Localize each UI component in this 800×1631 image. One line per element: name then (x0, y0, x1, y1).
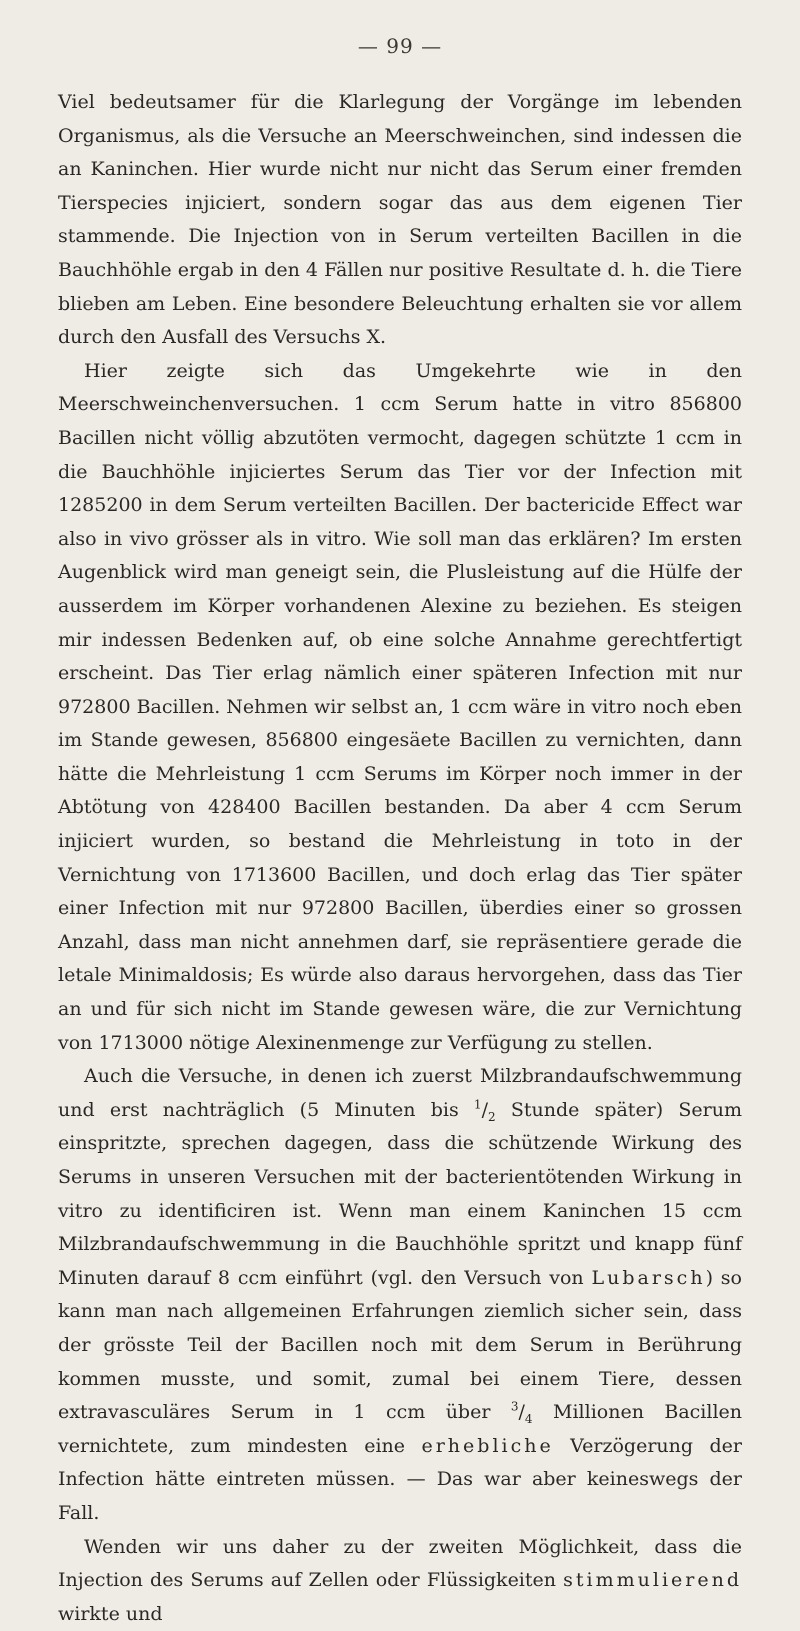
text-run: / (481, 1098, 488, 1121)
text-sub: 2 (487, 1109, 496, 1124)
text-run: Millionen Bacillen vernichtete, zum mindesten eine (58, 1401, 743, 1457)
text-run: Wenden wir uns daher zu der zweiten Möglichkeit, dass die Injection des Serums auf Zellen oder Flüssigkeiten (58, 1535, 742, 1592)
paragraph-3 (58, 1060, 742, 1530)
text-run: / (518, 1401, 525, 1424)
text-sup: 3 (510, 1399, 519, 1414)
text-sub: 4 (524, 1411, 533, 1426)
text-spaced: stimmulierend (563, 1569, 742, 1592)
paragraph-2 (58, 355, 742, 1060)
text-run: Stunde später) Serum einspritzte, sprechen dagegen, dass die schützende Wirkung des Serums in unseren Versuchen mit der bacterientötenden Wirkung in vitro zu identificiren ist. Wenn man einem Kaninchen 15 ccm Milzbrandaufschwemmung in die Bauchhöhle spritzt und knapp fünf Minuten darauf 8 ccm einführt (vgl. den Versuch von (58, 1098, 742, 1289)
text-run: Auch die Versuche, in denen ich zuerst Milzbrandaufschwemmung und erst nachträglich (5 Minuten bis (58, 1065, 742, 1121)
page-number: — 99 — (357, 34, 443, 58)
text-run: Viel bedeutsamer für die Klarlegung der Vorgänge im lebenden Organismus, als die Versuche an Meerschweinchen, sind indessen die an Kaninchen. Hier wurde nicht nur nicht das Serum einer fremden Tierspecies injiciert, sondern sogar das aus dem eigenen Tier stammende. Die Injection von in Serum verteilten Bacillen in die Bauchhöhle ergab in den 4 Fällen nur positive Resultate d. h. die Tiere blieben am Leben. Eine besondere Beleuchtung erhalten sie vor allem durch den Ausfall des Versuchs X. (58, 91, 742, 349)
text-spaced: erhebliche (421, 1434, 554, 1457)
text-run: Verzögerung der Infection hätte eintreten müssen. — Das war aber keineswegs der Fall. (58, 1434, 742, 1524)
text-spaced: Lubarsch (591, 1266, 706, 1289)
paragraph-1 (58, 86, 742, 355)
paragraph-4 (58, 1531, 742, 1631)
text-run: Hier zeigte sich das Umgekehrte wie in den Meerschweinchenversuchen. 1 ccm Serum hatte in vitro 856800 Bacillen nicht völlig abzutöten vermocht, dagegen schützte 1 ccm in die Bauchhöhle injiciertes Serum das Tier vor der Infection mit 1285200 in dem Serum verteilten Bacillen. Der bactericide Effect war also in vivo grösser als in vitro. Wie soll man das erklären? Im ersten Augenblick wird man geneigt sein, die Plusleistung auf die Hülfe der ausserdem im Körper vorhandenen Alexine zu beziehen. Es steigen mir indessen Bedenken auf, ob eine solche Annahme gerechtfertigt erscheint. Das Tier erlag nämlich einer späteren Infection mit nur 972800 Bacillen. Nehmen wir selbst an, 1 ccm wäre in vitro noch eben im Stande gewesen, 856800 eingesäete Bacillen zu vernichten, dann hätte die Mehrleistung 1 ccm Serums im Körper noch immer in der Abtötung von 428400 Bacillen bestanden. Da aber 4 ccm Serum injiciert wurden, so bestand die Mehrleistung in toto in der Vernichtung von 1713600 Bacillen, und doch erlag das Tier später einer Infection mit nur 972800 Bacillen, überdies einer so grossen Anzahl, dass man nicht annehmen darf, sie repräsentiere gerade die letale Minimaldosis; Es würde also daraus hervorgehen, dass das Tier an und für sich nicht im Stande gewesen wäre, die zur Vernichtung von 1713000 nötige Alexinenmenge zur Verfügung zu stellen. (58, 359, 742, 1054)
text-sup: 1 (473, 1097, 482, 1112)
text-run: wirkte und (58, 1602, 163, 1625)
text-run: ) so kann man nach allgemeinen Erfahrungen ziemlich sicher sein, dass der grösste Teil der Bacillen noch mit dem Serum in Berührung kommen musste, und somit, zumal bei einem Tiere, dessen extravasculäres Serum in 1 ccm über (58, 1266, 742, 1424)
